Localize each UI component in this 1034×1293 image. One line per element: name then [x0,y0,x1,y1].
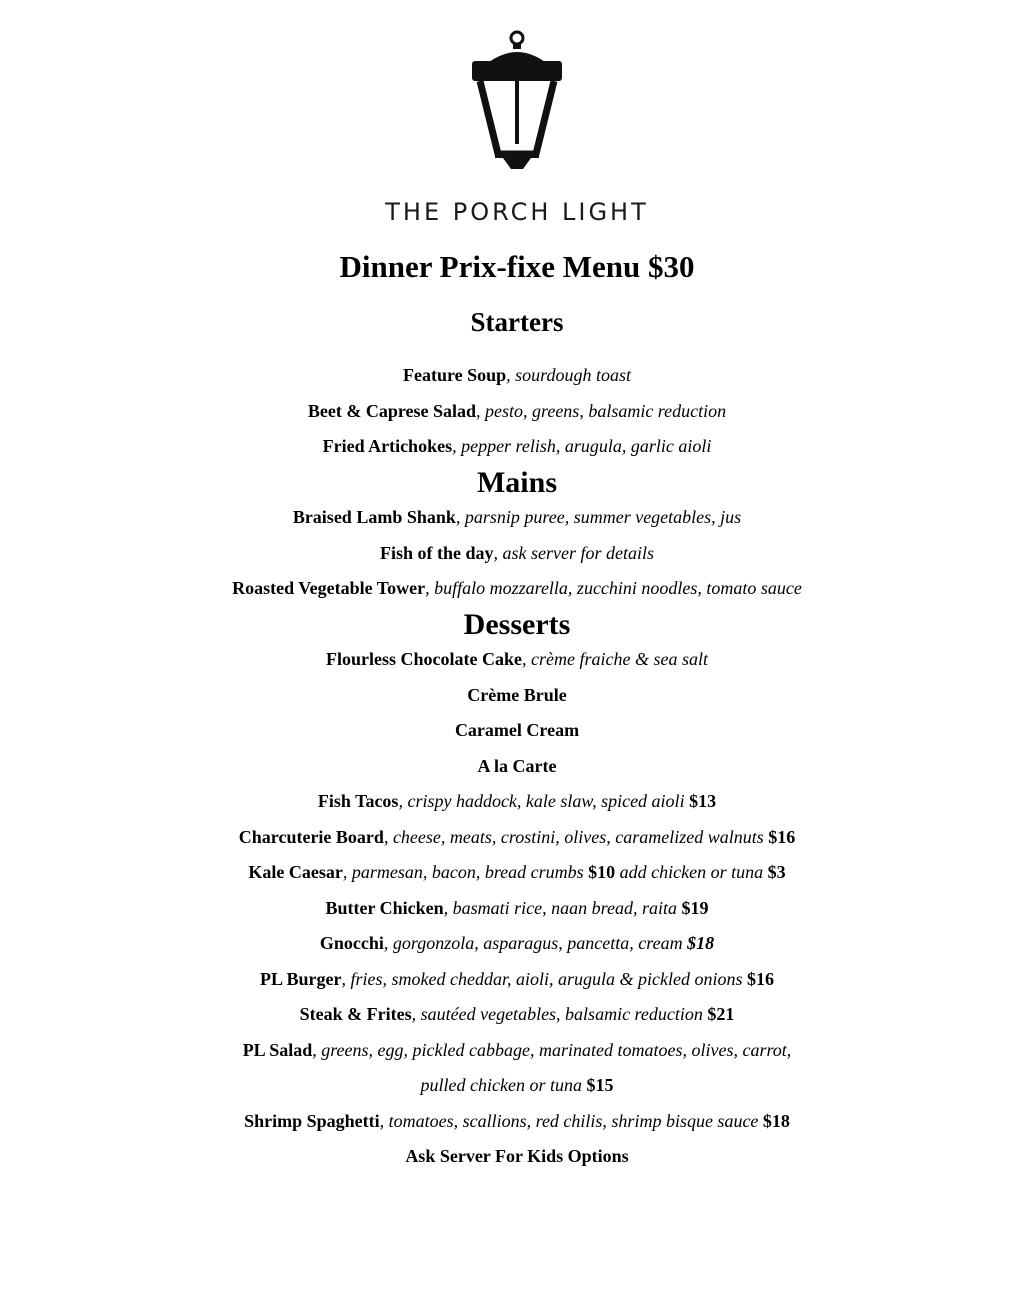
section-heading-mains: Mains [476,465,557,499]
item-name: Crème Brule [467,684,567,705]
menu-item [0,642,1034,678]
item-description: , pesto, greens, balsamic reduction [476,400,727,421]
menu-item [0,784,1034,820]
item-description: , sourdough toast [506,365,632,385]
item-price: $21 [707,1004,735,1024]
item-description: , basmati rice, naan bread, raita [443,897,677,918]
item-name: Flourless Chocolate Cake [326,649,522,669]
item-addon: add chicken or tuna [619,862,764,882]
menu-item [0,997,1034,1033]
item-name: Fish Tacos [317,791,399,811]
item-name: Caramel Cream [454,720,580,740]
menu-item [0,1104,1034,1140]
section-heading-desserts: Desserts [463,607,571,641]
menu-item [0,678,1034,714]
menu-item [0,500,1034,536]
item-name: Gnocchi [319,933,384,953]
menu-item [0,1033,1034,1069]
section-heading-alacarte [0,749,1034,785]
menu-item [0,571,1034,607]
item-name: Steak & Frites [299,1004,412,1024]
item-description: , ask server for details [493,542,654,563]
menu-body [0,305,1034,1175]
menu-item [0,394,1034,430]
item-description: , gorgonzola, asparagus, pancetta, cream [383,933,683,953]
item-description: pulled chicken or tuna [420,1075,582,1095]
item-name: Roasted Vegetable Tower [232,578,426,598]
item-description: , parsnip puree, summer vegetables, jus [455,507,742,527]
footer-text: Ask Server For Kids Options [405,1146,629,1166]
item-description: , cheese, meats, crostini, olives, caramelized walnuts [383,826,764,847]
item-name: Shrimp Spaghetti [244,1110,380,1131]
menu-item [0,891,1034,927]
item-name: Charcuterie Board [238,826,384,847]
item-price: $19 [681,897,709,918]
item-price: $16 [746,968,774,989]
menu-item [0,713,1034,749]
item-name: Kale Caesar [248,862,343,882]
item-name: PL Salad [242,1039,313,1060]
menu-title: Dinner Prix-fixe Menu $30 [339,249,695,284]
menu-item [0,855,1034,891]
item-price: $18 [687,933,715,953]
lantern-icon [467,28,567,173]
item-description: , pepper relish, arugula, garlic aioli [452,436,712,456]
item-name: Fried Artichokes [322,436,453,456]
item-description: , buffalo mozzarella, zucchini noodles, tomato sauce [425,578,802,598]
lantern-logo [0,28,1034,178]
menu-item [0,926,1034,962]
brand-name: THE PORCH LIGHT [385,198,649,226]
item-addon-price: $3 [767,862,786,882]
menu-item [0,820,1034,856]
menu-item [0,962,1034,998]
menu-item-continuation [0,1068,1034,1104]
menu-item [0,358,1034,394]
item-price: $13 [689,791,717,811]
item-price: $10 [588,862,616,882]
item-description: , crispy haddock, kale slaw, spiced aioli [398,791,685,811]
item-name: Braised Lamb Shank [292,507,456,527]
item-name: Feature Soup [402,365,507,385]
item-description: , tomatoes, scallions, red chilis, shrimp bisque sauce [379,1110,759,1131]
menu-item [0,536,1034,572]
item-name: Beet & Caprese Salad [307,400,476,421]
section-heading-starters: Starters [470,307,564,337]
kids-options-note [0,1139,1034,1175]
item-description: , parmesan, bacon, bread crumbs [342,862,584,882]
item-description: , sautéed vegetables, balsamic reduction [411,1004,703,1024]
item-name: Fish of the day [380,542,494,563]
item-name: PL Burger [260,968,342,989]
item-name: Butter Chicken [325,897,444,918]
section-heading-text: A la Carte [477,755,557,776]
item-description: , fries, smoked cheddar, aioli, arugula & pickled onions [341,968,743,989]
item-price: $15 [586,1075,614,1095]
item-description: , crème fraiche & sea salt [522,649,708,669]
item-description: , greens, egg, pickled cabbage, marinated tomatoes, olives, carrot, [312,1039,792,1060]
item-price: $16 [768,826,796,847]
menu-item [0,429,1034,465]
item-price: $18 [762,1110,790,1131]
